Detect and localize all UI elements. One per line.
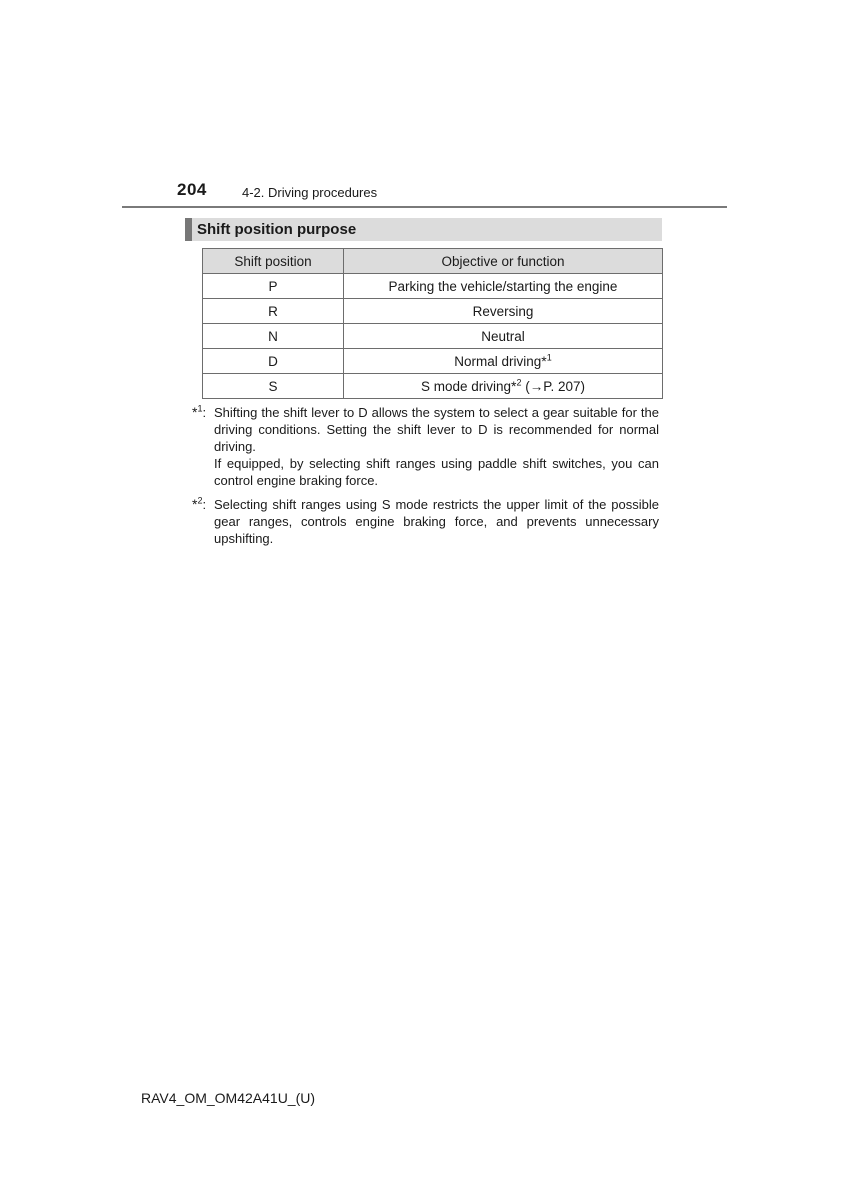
shift-position-cell: P [203,274,344,299]
footnote-1 [192,404,659,489]
function-text: Normal driving [454,354,542,369]
table-header-row [203,249,663,274]
table-row [203,274,663,299]
function-text: Parking the vehicle/starting the engine [388,278,618,294]
function-text: Reversing [472,303,534,319]
shift-position-cell: S [203,374,344,399]
function-text: Neutral [481,328,525,344]
footnote-mark: 2 [516,377,522,388]
section-heading: Shift position purpose [185,218,662,241]
shift-position-cell: D [203,349,344,374]
shift-position-cell: R [203,299,344,324]
footnote-mark: 1 [546,352,552,363]
table-row [203,374,663,399]
footnote-star: * [541,353,547,369]
footnote-star: * [511,378,517,394]
table-row [203,299,663,324]
footnote-key: *$^2$: [192,495,207,512]
footnote-paragraph: If equipped, by selecting shift ranges using paddle shift switches, you can control engine braking force. [214,456,659,488]
function-cell [344,349,663,374]
function-cell [344,274,663,299]
shift-position-table [202,248,663,399]
header-divider [122,206,727,208]
table-row [203,349,663,374]
function-text: S mode driving [420,379,512,394]
page-number: 204 [177,180,207,199]
function-cell [344,299,663,324]
footnote-paragraph: Selecting shift ranges using S mode restricts the upper limit of the possible gear ranges, controls engine braking force, and prevents unnecessary upshifting. [214,497,659,546]
function-cell [344,374,663,399]
footnote-body [214,404,659,489]
column-header-shift-position: Shift position [203,249,344,274]
column-header-objective: Objective or function [344,249,663,274]
page-reference: (→P. 207) [521,379,586,394]
shift-position-cell: N [203,324,344,349]
footnote-key: *$^1$: [192,403,207,420]
function-cell [344,324,663,349]
section-path: 4-2. Driving procedures [242,185,378,200]
footnote-2 [192,496,659,547]
table-row [203,324,663,349]
footnote-body [214,496,659,547]
footnote-paragraph: Shifting the shift lever to D allows the system to select a gear suitable for the driving conditions. Setting the shift lever to D is recommended for normal driving. [214,405,659,454]
document-code: RAV4_OM_OM42A41U_(U) [141,1090,316,1106]
